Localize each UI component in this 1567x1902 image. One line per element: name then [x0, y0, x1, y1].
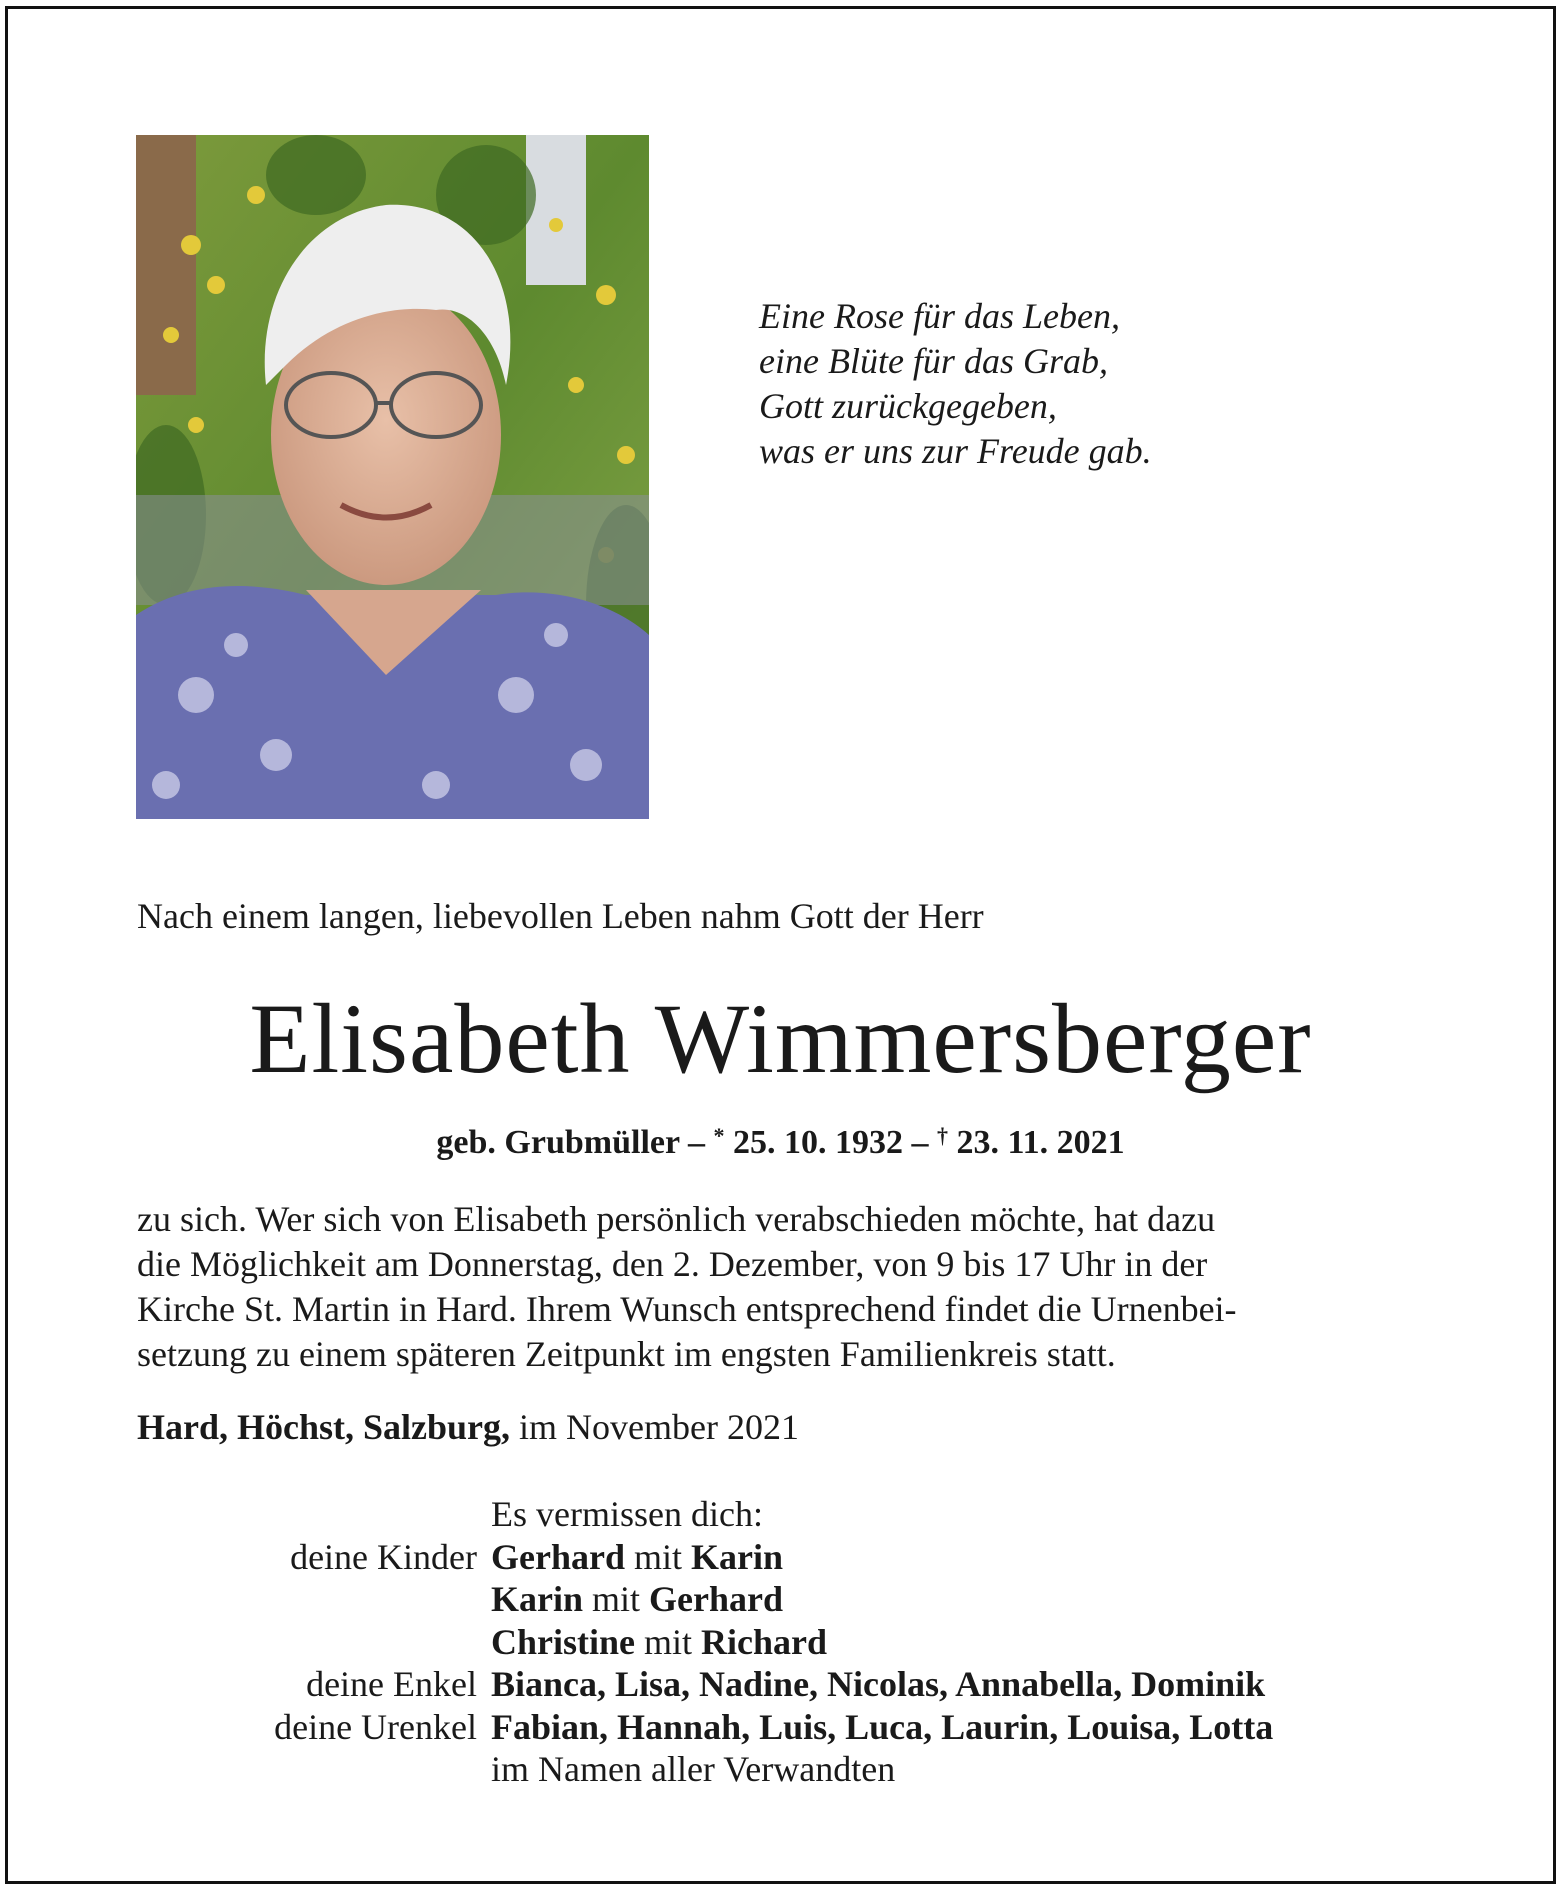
children-row: Karin mit Gerhard [491, 1579, 784, 1619]
greatgrandchildren-row [137, 1706, 1487, 1749]
mourners-list [137, 1493, 1487, 1791]
deceased-name: Elisabeth Wimmersberger [249, 983, 1312, 1094]
body-line: zu sich. Wer sich von Elisabeth persönlich verabschieden möchte, hat dazu [137, 1199, 1216, 1239]
date-text: im November 2021 [510, 1407, 799, 1447]
death-date: 23. 11. 2021 [947, 1124, 1125, 1161]
children-label: deine Kinder [290, 1536, 477, 1577]
closing-row [137, 1748, 1487, 1791]
grandchildren-row [137, 1663, 1487, 1706]
child-name: Christine [491, 1621, 635, 1662]
mourners-heading-row [137, 1493, 1487, 1536]
separator: – [679, 1124, 714, 1161]
intro-text: Nach einem langen, liebevollen Leben nahm Gott der Herr [137, 896, 984, 936]
grandchildren-label: deine Enkel [306, 1664, 477, 1704]
poem-line: eine Blüte für das Grab, [759, 341, 1108, 381]
death-symbol: † [936, 1123, 948, 1148]
poem-line: was er uns zur Freude gab. [759, 431, 1152, 471]
closing-text: im Namen aller Verwandten [491, 1749, 896, 1789]
body-line: Kirche St. Martin in Hard. Ihrem Wunsch entsprechend findet die Urnenbei- [137, 1289, 1237, 1329]
body-line: die Möglichkeit am Donnerstag, den 2. Dezember, von 9 bis 17 Uhr in der [137, 1244, 1208, 1284]
child-name: Gerhard [491, 1536, 625, 1577]
partner-name: Gerhard [649, 1579, 784, 1619]
poem-line: Gott zurückgegeben, [759, 386, 1057, 426]
announcement-text [137, 1197, 1442, 1377]
portrait-photo-icon [136, 135, 649, 819]
birth-date: 25. 10. 1932 [724, 1124, 903, 1161]
places: Hard, Höchst, Salzburg, [137, 1407, 511, 1447]
greatgrandchildren-names: Fabian, Hannah, Luis, Luca, Laurin, Louisa, Lotta [491, 1706, 1274, 1747]
body-line: setzung zu einem späteren Zeitpunkt im engsten Familienkreis statt. [137, 1334, 1116, 1374]
place-and-date [137, 1405, 799, 1449]
poem-line: Eine Rose für das Leben, [759, 296, 1120, 336]
children-row: deine Kinder Gerhard mit Karin [137, 1536, 1487, 1579]
greatgrandchildren-label: deine Urenkel [274, 1706, 477, 1747]
children-row: Christine mit Richard [491, 1621, 828, 1662]
partner-name: Karin [691, 1536, 784, 1577]
obituary-sheet [5, 6, 1556, 1884]
birth-name: geb. Grubmüller [436, 1124, 680, 1161]
separator: – [902, 1124, 937, 1161]
grandchildren-names: Bianca, Lisa, Nadine, Nicolas, Annabella, Dominik [491, 1664, 1266, 1704]
life-dates [8, 1115, 1553, 1164]
portrait-photo [136, 135, 649, 819]
mourners-heading: Es vermissen dich: [491, 1494, 763, 1534]
child-name: Karin [491, 1579, 584, 1619]
memorial-poem [759, 294, 1152, 474]
partner-name: Richard [701, 1621, 828, 1662]
birth-symbol: * [713, 1123, 725, 1148]
